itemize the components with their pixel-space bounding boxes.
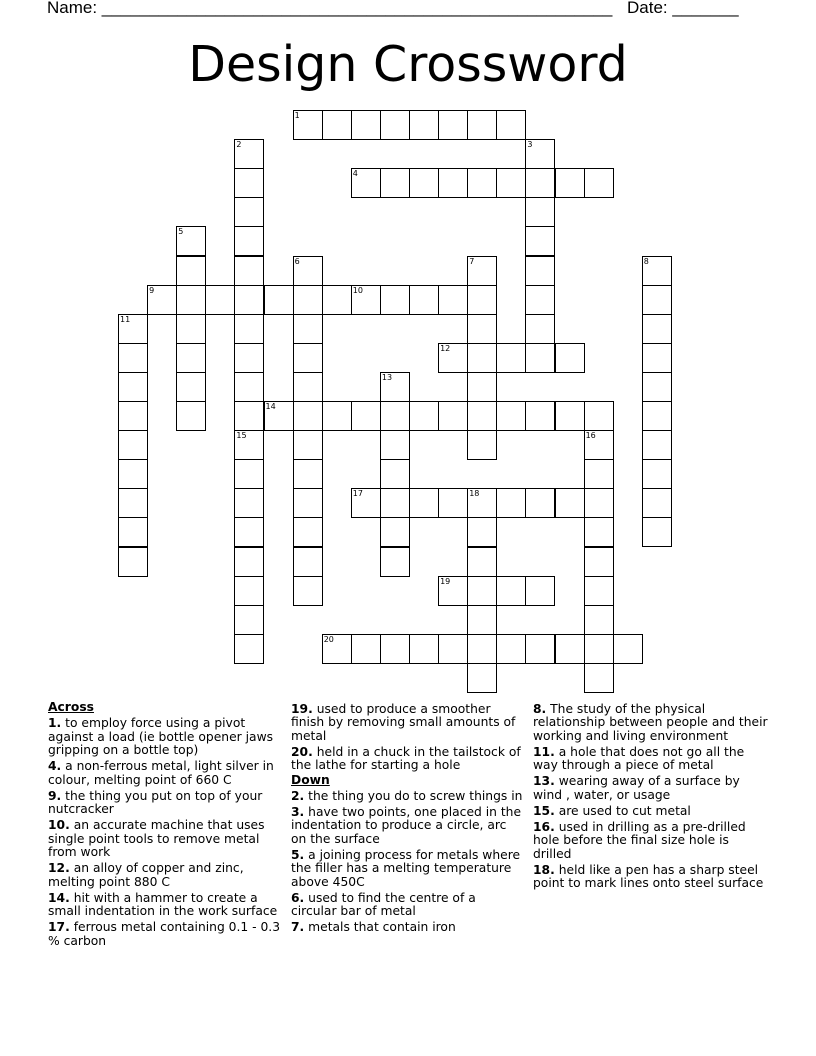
grid-cell[interactable] <box>118 547 148 577</box>
clue-number: 9 <box>149 285 155 295</box>
clue-item: 17. ferrous metal containing 0.1 - 0.3 % carbon <box>48 920 281 948</box>
grid-cell[interactable] <box>118 401 148 431</box>
grid-cell[interactable] <box>293 547 323 577</box>
clue-number: 6 <box>294 256 300 266</box>
grid-cell[interactable] <box>205 285 235 315</box>
grid-cell[interactable] <box>234 314 264 344</box>
grid-cell[interactable] <box>118 488 148 518</box>
grid-cell[interactable] <box>438 110 468 140</box>
grid-cell[interactable] <box>642 517 672 547</box>
grid-cell[interactable] <box>322 634 352 664</box>
grid-cell[interactable] <box>467 256 497 286</box>
clue-item: 12. an alloy of copper and zinc, melting point 880 C <box>48 861 244 889</box>
grid-cell[interactable] <box>438 285 468 315</box>
grid-cell[interactable] <box>234 168 264 198</box>
grid-cell[interactable] <box>438 576 468 606</box>
grid-cell[interactable] <box>438 401 468 431</box>
clue-item: 18. held like a pen has a sharp steel point to mark lines onto steel surface <box>533 862 764 890</box>
clue-item: 13. wearing away of a surface by wind , water, or usage <box>533 774 740 802</box>
clue-item: 19. used to produce a smoother finish by removing small amounts of metal <box>291 701 516 743</box>
grid-cell[interactable] <box>642 285 672 315</box>
grid-cell[interactable] <box>118 459 148 489</box>
grid-cell[interactable] <box>322 110 352 140</box>
grid-cell[interactable] <box>293 430 323 460</box>
grid-cell[interactable] <box>380 430 410 460</box>
clue-item: 8. The study of the physical relationship between people and their working and living environment <box>533 701 768 743</box>
grid-cell[interactable] <box>496 576 526 606</box>
clue-item: 2. the thing you do to screw things in <box>291 788 523 803</box>
clue-column-3 <box>533 700 771 891</box>
grid-cell[interactable] <box>293 110 323 140</box>
grid-cell[interactable] <box>584 430 614 460</box>
grid-cell[interactable] <box>234 372 264 402</box>
clue-number: 13 <box>381 372 393 382</box>
grid-cell[interactable] <box>525 139 555 169</box>
grid-cell[interactable] <box>525 197 555 227</box>
grid-cell[interactable] <box>467 634 497 664</box>
clue-number: 20 <box>323 634 334 644</box>
grid-cell[interactable] <box>351 168 381 198</box>
clue-number: 16 <box>585 431 596 441</box>
clue-number: 4 <box>352 169 358 179</box>
grid-cell[interactable] <box>322 401 352 431</box>
grid-cell[interactable] <box>409 401 439 431</box>
grid-cell[interactable] <box>467 430 497 460</box>
grid-cell[interactable] <box>234 197 264 227</box>
grid-cell[interactable] <box>234 634 264 664</box>
grid-cell[interactable] <box>176 285 206 315</box>
clue-item: 9. the thing you put on top of your nutcracker <box>48 788 263 816</box>
grid-cell[interactable] <box>293 517 323 547</box>
clue-item: 14. hit with a hammer to create a small indentation in the work surface <box>48 890 278 918</box>
grid-cell[interactable] <box>642 343 672 373</box>
grid-cell[interactable] <box>525 576 555 606</box>
grid-cell[interactable] <box>642 459 672 489</box>
grid-cell[interactable] <box>176 343 206 373</box>
grid-cell[interactable] <box>584 517 614 547</box>
grid-cell[interactable] <box>234 343 264 373</box>
grid-cell[interactable] <box>264 401 294 431</box>
grid-cell[interactable] <box>438 168 468 198</box>
clue-item: 7. metals that contain iron <box>291 920 456 934</box>
grid-cell[interactable] <box>176 256 206 286</box>
grid-cell[interactable] <box>293 343 323 373</box>
grid-cell[interactable] <box>234 256 264 286</box>
grid-cell[interactable] <box>293 576 323 606</box>
grid-cell[interactable] <box>555 168 585 198</box>
grid-cell[interactable] <box>496 634 526 664</box>
grid-cell[interactable] <box>438 488 468 518</box>
grid-cell[interactable] <box>555 634 585 664</box>
clue-number: 18 <box>469 489 480 499</box>
grid-cell[interactable] <box>293 256 323 286</box>
grid-cell[interactable] <box>525 401 555 431</box>
grid-cell[interactable] <box>118 430 148 460</box>
grid-cell[interactable] <box>438 634 468 664</box>
grid-cell[interactable] <box>642 430 672 460</box>
grid-cell[interactable] <box>555 343 585 373</box>
grid-cell[interactable] <box>351 401 381 431</box>
grid-cell[interactable] <box>642 488 672 518</box>
clue-number: 19 <box>440 576 451 586</box>
grid-cell[interactable] <box>613 634 643 664</box>
grid-cell[interactable] <box>525 285 555 315</box>
grid-cell[interactable] <box>234 576 264 606</box>
grid-cell[interactable] <box>234 488 264 518</box>
grid-cell[interactable] <box>293 459 323 489</box>
grid-cell[interactable] <box>642 314 672 344</box>
grid-cell[interactable] <box>380 517 410 547</box>
grid-cell[interactable] <box>467 343 497 373</box>
clue-number: 2 <box>236 140 242 150</box>
clue-number: 1 <box>294 111 300 120</box>
clue-item: 6. used to find the centre of a circular bar of metal <box>291 890 476 918</box>
grid-cell[interactable] <box>409 285 439 315</box>
grid-cell[interactable] <box>293 285 323 315</box>
grid-cell[interactable] <box>380 372 410 402</box>
grid-cell[interactable] <box>467 372 497 402</box>
grid-cell[interactable] <box>351 634 381 664</box>
grid-cell[interactable] <box>118 517 148 547</box>
grid-cell[interactable] <box>380 401 410 431</box>
grid-cell[interactable] <box>584 547 614 577</box>
grid-cell[interactable] <box>293 401 323 431</box>
grid-cell[interactable] <box>409 110 439 140</box>
clue-number: 7 <box>469 256 475 266</box>
grid-cell[interactable] <box>467 285 497 315</box>
grid-cell[interactable] <box>525 256 555 286</box>
grid-cell[interactable] <box>147 285 177 315</box>
clue-number: 12 <box>440 343 451 353</box>
across-heading: Across <box>48 700 94 714</box>
grid-cell[interactable] <box>234 285 264 315</box>
grid-cell[interactable] <box>176 401 206 431</box>
grid-cell[interactable] <box>525 226 555 256</box>
grid-cell[interactable] <box>496 168 526 198</box>
date-field: Date: _______ <box>627 0 739 17</box>
grid-cell[interactable] <box>118 372 148 402</box>
grid-cell[interactable] <box>380 634 410 664</box>
grid-cell[interactable] <box>525 343 555 373</box>
grid-cell[interactable] <box>496 343 526 373</box>
clue-item: 11. a hole that does not go all the way through a piece of metal <box>533 744 745 772</box>
name-field: Name: ______________________________________________________ <box>47 0 613 17</box>
grid-cell[interactable] <box>467 314 497 344</box>
grid-cell[interactable] <box>234 547 264 577</box>
clue-column-1 <box>48 700 284 948</box>
clue-column-2 <box>291 700 523 935</box>
grid-cell[interactable] <box>380 110 410 140</box>
grid-cell[interactable] <box>234 605 264 635</box>
grid-cell[interactable] <box>467 576 497 606</box>
clue-number: 17 <box>352 489 363 499</box>
page-title: Design Crossword <box>188 36 628 93</box>
grid-cell[interactable] <box>584 168 614 198</box>
clue-item: 5. a joining process for metals where the filler has a melting temperature above 450C <box>291 847 521 889</box>
grid-cell[interactable] <box>351 488 381 518</box>
grid-cell[interactable] <box>409 634 439 664</box>
clue-number: 5 <box>178 227 184 237</box>
clue-number: 11 <box>120 314 131 324</box>
grid-cell[interactable] <box>176 372 206 402</box>
clue-item: 16. used in drilling as a pre-drilled hole before the final size hole is drilled <box>533 819 746 861</box>
grid-cell[interactable] <box>584 634 614 664</box>
grid-cell[interactable] <box>525 488 555 518</box>
grid-cell[interactable] <box>555 401 585 431</box>
grid-cell[interactable] <box>118 314 148 344</box>
grid-cell[interactable] <box>409 488 439 518</box>
clue-number: 10 <box>352 285 363 295</box>
clue-item: 3. have two points, one placed in the indentation to produce a circle, arc on the surface <box>291 804 522 846</box>
grid-cell[interactable] <box>351 285 381 315</box>
grid-cell[interactable] <box>380 285 410 315</box>
clue-item: 20. held in a chuck in the tailstock of the lathe for starting a hole <box>291 744 521 772</box>
grid-cell[interactable] <box>496 401 526 431</box>
grid-cell[interactable] <box>467 168 497 198</box>
grid-cell[interactable] <box>584 576 614 606</box>
grid-cell[interactable] <box>467 110 497 140</box>
grid-cell[interactable] <box>467 547 497 577</box>
clue-number: 14 <box>265 402 276 411</box>
grid-cell[interactable] <box>642 401 672 431</box>
clue-number: 8 <box>643 256 649 266</box>
grid-cell[interactable] <box>642 256 672 286</box>
grid-cell[interactable] <box>467 401 497 431</box>
grid-cell[interactable] <box>234 459 264 489</box>
grid-cell[interactable] <box>467 517 497 547</box>
grid-cell[interactable] <box>525 168 555 198</box>
grid-cell[interactable] <box>496 488 526 518</box>
grid-cell[interactable] <box>176 226 206 256</box>
grid-cell[interactable] <box>584 459 614 489</box>
grid-cell[interactable] <box>584 605 614 635</box>
grid-cell[interactable] <box>642 372 672 402</box>
clue-item: 10. an accurate machine that uses single point tools to remove metal from work <box>48 818 265 859</box>
clue-item: 4. a non-ferrous metal, light silver in colour, melting point of 660 C <box>48 759 274 787</box>
grid-cell[interactable] <box>293 314 323 344</box>
grid-cell[interactable] <box>118 343 148 373</box>
down-heading: Down <box>291 772 330 787</box>
grid-cell[interactable] <box>525 314 555 344</box>
grid-cell[interactable] <box>380 168 410 198</box>
grid-cell[interactable] <box>584 401 614 431</box>
grid-cell[interactable] <box>555 488 585 518</box>
grid-cell[interactable] <box>322 285 352 315</box>
grid-cell[interactable] <box>293 488 323 518</box>
grid-cell[interactable] <box>438 343 468 373</box>
grid-cell[interactable] <box>584 488 614 518</box>
grid-cell[interactable] <box>234 430 264 460</box>
grid-cell[interactable] <box>525 634 555 664</box>
grid-cell[interactable] <box>351 110 381 140</box>
grid-cell[interactable] <box>380 547 410 577</box>
grid-cell[interactable] <box>264 285 294 315</box>
grid-cell[interactable] <box>293 372 323 402</box>
grid-cell[interactable] <box>584 663 614 693</box>
grid-cell[interactable] <box>234 226 264 256</box>
grid-cell[interactable] <box>409 168 439 198</box>
grid-cell[interactable] <box>467 663 497 693</box>
grid-cell[interactable] <box>234 401 264 431</box>
clue-number: 3 <box>527 140 533 150</box>
grid-cell[interactable] <box>234 517 264 547</box>
grid-cell[interactable] <box>380 459 410 489</box>
grid-cell[interactable] <box>496 110 526 140</box>
grid-cell[interactable] <box>467 605 497 635</box>
clue-item: 1. to employ force using a pivot against a load (ie bottle opener jaws gripping on a bottle top) <box>48 716 274 757</box>
clue-item: 15. are used to cut metal <box>533 803 691 818</box>
grid-cell[interactable] <box>467 488 497 518</box>
grid-cell[interactable] <box>176 314 206 344</box>
grid-cell[interactable] <box>380 488 410 518</box>
grid-cell[interactable] <box>234 139 264 169</box>
clue-number: 15 <box>236 431 247 441</box>
